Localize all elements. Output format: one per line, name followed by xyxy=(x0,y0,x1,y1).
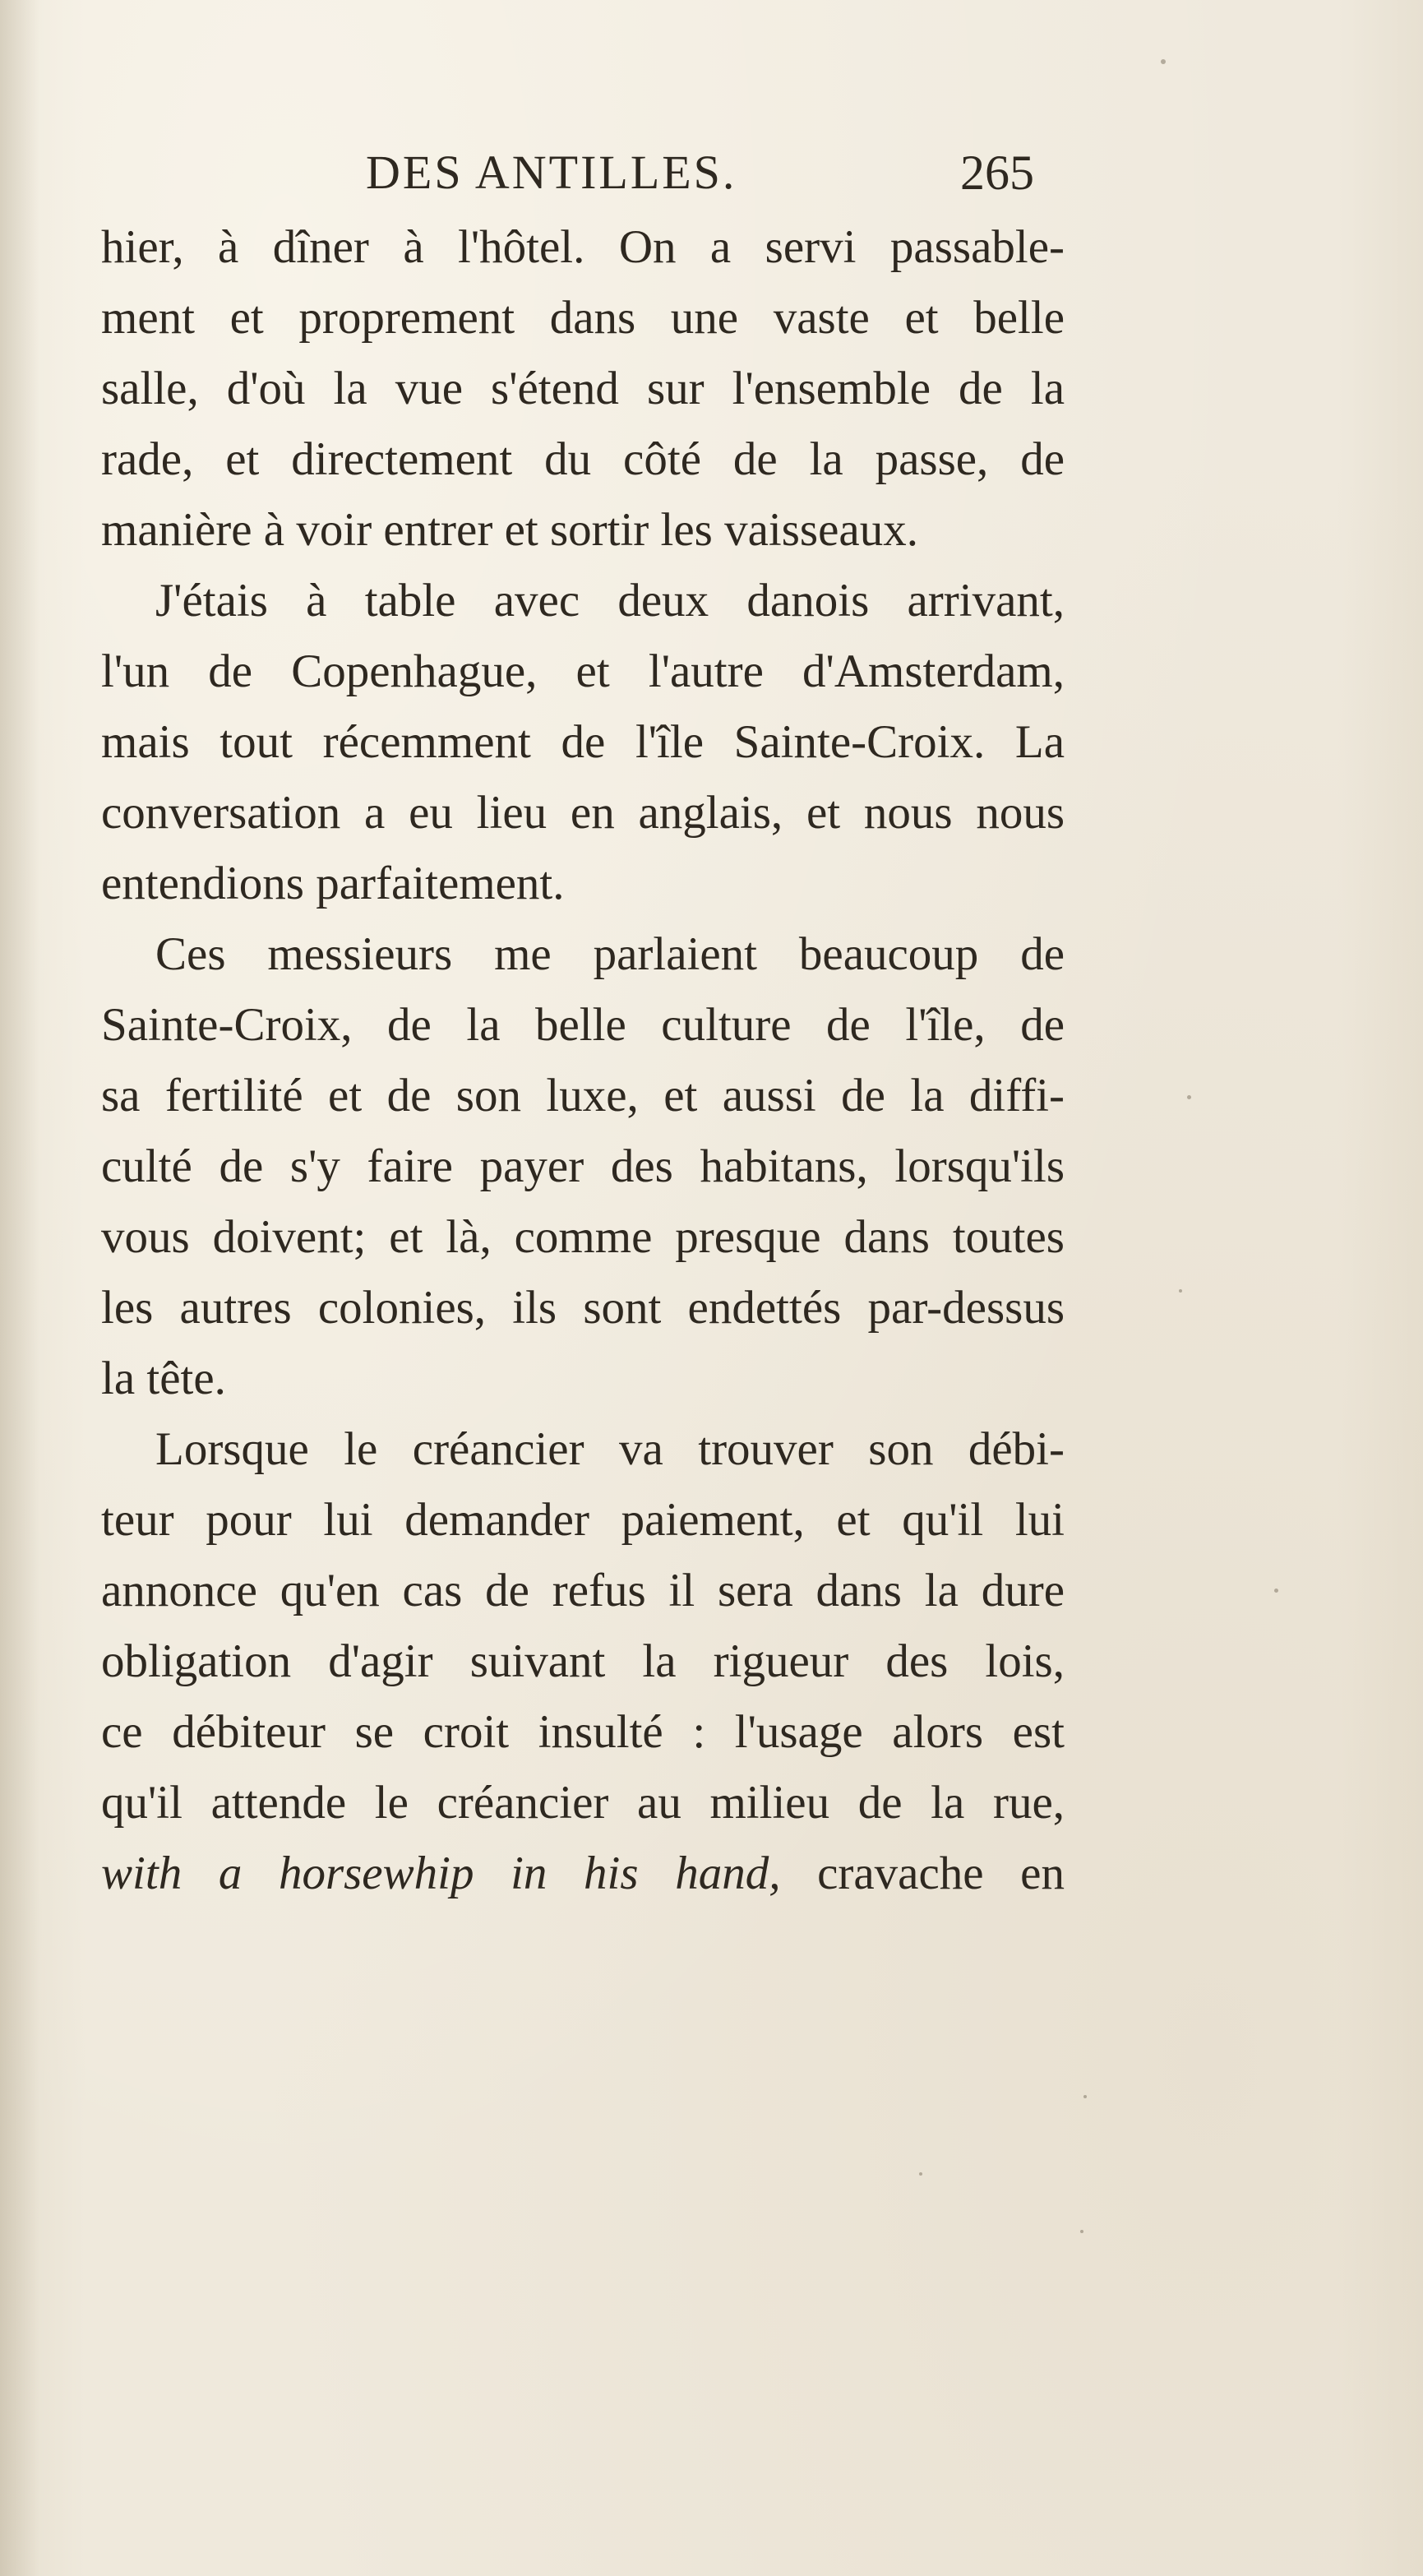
paragraph-3 xyxy=(101,919,1065,1414)
text-line: teur pour lui demander paiement, et qu'il lui xyxy=(101,1494,1065,1546)
paper-speck xyxy=(1274,1589,1278,1593)
paper-speck xyxy=(1179,1289,1182,1293)
text-line: J'étais à table avec deux danois arrivant, xyxy=(155,575,1065,627)
text-line: ce débiteur se croit insulté : l'usage alors est xyxy=(101,1706,1065,1758)
text-line: salle, d'où la vue s'étend sur l'ensemble de la xyxy=(101,363,1065,414)
text-line: hier, à dîner à l'hôtel. On a servi passable- xyxy=(101,221,1065,273)
paper-speck xyxy=(919,2172,922,2176)
paper-speck xyxy=(1161,59,1166,64)
text-line: mais tout récemment de l'île Sainte-Croix. La xyxy=(101,716,1065,768)
paragraph-2 xyxy=(101,566,1065,919)
text-line: Lorsque le créancier va trouver son débi- xyxy=(155,1423,1065,1475)
text-line: manière à voir entrer et sortir les vaisseaux. xyxy=(101,504,918,556)
paper-speck xyxy=(1083,2095,1087,2098)
text-line: ment et proprement dans une vaste et belle xyxy=(101,292,1065,344)
page-header xyxy=(0,140,1423,206)
text-line: entendions parfaitement. xyxy=(101,858,565,909)
text-line: culté de s'y faire payer des habitans, lorsqu'ils xyxy=(101,1140,1065,1192)
text-line: annonce qu'en cas de refus il sera dans la dure xyxy=(101,1565,1065,1616)
text-line: qu'il attende le créancier au milieu de la rue, xyxy=(101,1777,1065,1829)
text-line: obligation d'agir suivant la rigueur des lois, xyxy=(101,1635,1065,1687)
text-line: conversation a eu lieu en anglais, et nous nous xyxy=(101,787,1065,839)
paper-speck xyxy=(1187,1095,1191,1099)
paragraph-4 xyxy=(101,1414,1065,1909)
text-fragment: cravache en xyxy=(780,1848,1065,1899)
page-gutter-shadow xyxy=(0,0,39,2576)
paragraph-1 xyxy=(101,212,1065,566)
text-line: Ces messieurs me parlaient beaucoup de xyxy=(155,928,1065,980)
text-line: la tête. xyxy=(101,1353,226,1404)
text-line: sa fertilité et de son luxe, et aussi de la diffi- xyxy=(101,1070,1065,1122)
text-line: rade, et directement du côté de la passe, de xyxy=(101,433,1065,485)
page-number: 265 xyxy=(960,146,1034,200)
text-line xyxy=(101,1838,1065,1909)
text-line: l'un de Copenhague, et l'autre d'Amsterdam, xyxy=(101,645,1065,697)
body-text xyxy=(101,212,1065,1909)
paper-speck xyxy=(1080,2230,1083,2233)
text-line: vous doivent; et là, comme presque dans toutes xyxy=(101,1211,1065,1263)
text-line: les autres colonies, ils sont endettés par-dessus xyxy=(101,1282,1065,1334)
italic-phrase: with a horsewhip in his hand, xyxy=(101,1848,781,1899)
text-line: Sainte-Croix, de la belle culture de l'île, de xyxy=(101,999,1065,1051)
running-head: DES ANTILLES. xyxy=(366,146,737,199)
